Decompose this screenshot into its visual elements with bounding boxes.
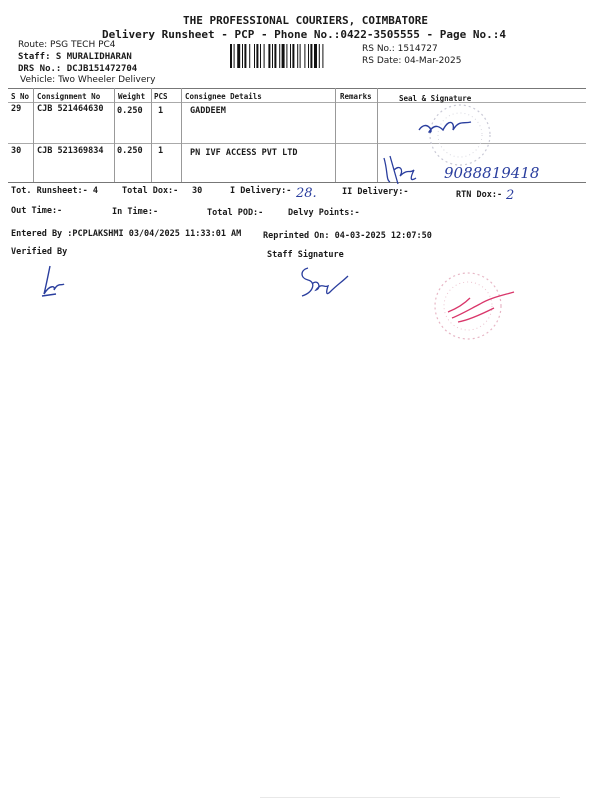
row-30-handwritten-phone: 9088819418: [444, 164, 540, 182]
entered-by: Entered By :PCPLAKSHMI 03/04/2025 11:33:01 AM: [11, 229, 242, 239]
in-time: In Time:-: [112, 207, 159, 217]
verifier-signature: [38, 262, 78, 302]
company-title: THE PROFESSIONAL COURIERS, COIMBATORE: [183, 14, 429, 27]
staff-signature: [292, 262, 352, 304]
row-29-sno: 29: [11, 104, 22, 114]
col-header-pcs: PCS: [154, 92, 168, 101]
delvy-points: Delvy Points:-: [288, 208, 360, 218]
total-pod: Total POD:-: [207, 208, 264, 218]
col-header-consignee: Consignee Details: [185, 92, 262, 101]
reprinted-on: Reprinted On: 04-03-2025 12:07:50: [263, 231, 432, 241]
out-time: Out Time:-: [11, 206, 63, 216]
total-dox-value: 30: [192, 186, 203, 196]
col-header-consignment: Consignment No: [37, 92, 101, 101]
row-30-signature: [380, 150, 420, 186]
col-header-remarks: Remarks: [340, 92, 372, 101]
i-delivery-label: I Delivery:-: [230, 186, 292, 196]
office-seal-stamp: [428, 268, 524, 348]
col-header-seal-signature: Seal & Signature: [399, 94, 472, 103]
staff-signature-label: Staff Signature: [267, 250, 344, 260]
barcode: [230, 44, 356, 68]
route-text: Route: PSG TECH PC4: [18, 40, 116, 50]
verified-by-label: Verified By: [11, 247, 68, 257]
row-29-consignee: GADDEEM: [190, 106, 226, 116]
row-30-consignee: PN IVF ACCESS PVT LTD: [190, 148, 298, 158]
drs-number: DRS No.: DCJB151472704: [18, 64, 138, 74]
total-dox-label: Total Dox:-: [122, 186, 179, 196]
runsheet-subtitle: Delivery Runsheet - PCP - Phone No.:0422-3505555 - Page No.:4: [102, 28, 506, 41]
row-30-sno: 30: [11, 146, 22, 156]
rs-number: RS No.: 1514727: [362, 44, 438, 54]
tot-runsheet: Tot. Runsheet:- 4: [11, 186, 98, 196]
rtn-dox-label: RTN Dox:-: [456, 190, 503, 200]
vehicle-text: Vehicle: Two Wheeler Delivery: [20, 75, 156, 85]
col-header-weight: Weight: [118, 92, 146, 101]
rtn-dox-value: 2: [506, 188, 515, 203]
col-header-sno: S No: [11, 92, 30, 101]
row-30-weight: 0.250: [117, 146, 143, 156]
i-delivery-value: 28.: [296, 186, 317, 201]
row-29-weight: 0.250: [117, 106, 143, 116]
row-30-pcs: 1: [158, 146, 164, 156]
ii-delivery-label: II Delivery:-: [342, 187, 409, 197]
row-29-consignment: CJB 521464630: [37, 104, 104, 114]
row-30-consignment: CJB 521369834: [37, 146, 104, 156]
row-29-pcs: 1: [158, 106, 164, 116]
staff-text: Staff: S MURALIDHARAN: [18, 52, 132, 62]
rs-date: RS Date: 04-Mar-2025: [362, 56, 462, 66]
